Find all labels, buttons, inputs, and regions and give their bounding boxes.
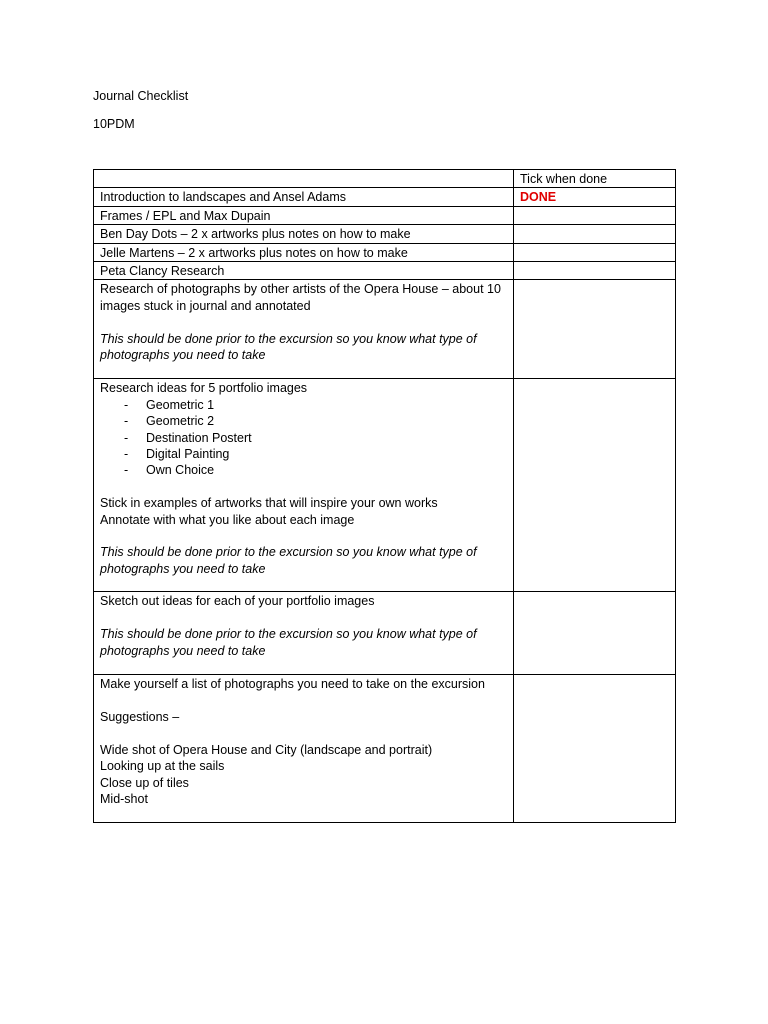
photo-list-text: Make yourself a list of photographs you need to take on the excursion <box>100 677 485 692</box>
header-tick-cell: Tick when done <box>514 170 676 188</box>
excursion-note: This should be done prior to the excursion so you know what type of photographs you need to take <box>100 627 477 658</box>
status-cell <box>514 262 676 280</box>
status-cell <box>514 225 676 243</box>
status-cell <box>514 592 676 675</box>
list-item: - Destination Postert <box>100 430 507 446</box>
class-code: 10PDM <box>93 117 135 131</box>
task-cell: Jelle Martens – 2 x artworks plus notes on how to make <box>94 243 514 261</box>
portfolio-list <box>100 397 507 479</box>
list-item: - Geometric 1 <box>100 397 507 413</box>
suggestion-item: Looking up at the sails <box>100 759 225 774</box>
portfolio-ideas-intro: Research ideas for 5 portfolio images <box>100 381 308 396</box>
suggestion-item: Mid-shot <box>100 792 148 807</box>
task-cell <box>94 280 514 379</box>
list-item: - Digital Painting <box>100 446 507 462</box>
status-cell <box>514 675 676 823</box>
suggestions-label: Suggestions – <box>100 710 180 725</box>
task-cell <box>94 592 514 675</box>
list-item: - Geometric 2 <box>100 413 507 429</box>
table-row-portfolio-ideas <box>94 379 676 592</box>
journal-checklist-table <box>93 169 676 823</box>
status-cell <box>514 243 676 261</box>
table-row-opera-research <box>94 280 676 379</box>
portfolio-ideas-line: Annotate with what you like about each image <box>100 512 355 527</box>
table-row-sketch-ideas <box>94 592 676 675</box>
task-cell <box>94 675 514 823</box>
task-cell: Frames / EPL and Max Dupain <box>94 206 514 224</box>
table-header-row <box>94 170 676 188</box>
header-task-cell <box>94 170 514 188</box>
task-cell: Peta Clancy Research <box>94 262 514 280</box>
suggestion-item: Wide shot of Opera House and City (landscape and portrait) <box>100 743 433 758</box>
task-cell <box>94 379 514 592</box>
status-cell <box>514 206 676 224</box>
suggestion-item: Close up of tiles <box>100 775 189 790</box>
task-cell: Introduction to landscapes and Ansel Adams <box>94 188 514 206</box>
status-cell <box>514 280 676 379</box>
opera-research-text: Research of photographs by other artists of the Opera House – about 10 images stuck in journal and annotated <box>100 282 501 313</box>
table-row <box>94 188 676 206</box>
excursion-note: This should be done prior to the excursion so you know what type of photographs you need to take <box>100 545 477 576</box>
table-row-photo-list <box>94 675 676 823</box>
table-row <box>94 225 676 243</box>
list-item: - Own Choice <box>100 462 507 478</box>
sketch-ideas-text: Sketch out ideas for each of your portfolio images <box>100 594 375 609</box>
table-row <box>94 206 676 224</box>
task-cell: Ben Day Dots – 2 x artworks plus notes on how to make <box>94 225 514 243</box>
status-cell <box>514 379 676 592</box>
table-row <box>94 262 676 280</box>
done-status: DONE <box>520 190 557 205</box>
document-title: Journal Checklist <box>93 89 189 103</box>
excursion-note: This should be done prior to the excursion so you know what type of photographs you need to take <box>100 331 477 363</box>
table-row <box>94 243 676 261</box>
status-cell <box>514 188 676 206</box>
portfolio-ideas-line: Stick in examples of artworks that will inspire your own works <box>100 496 438 511</box>
